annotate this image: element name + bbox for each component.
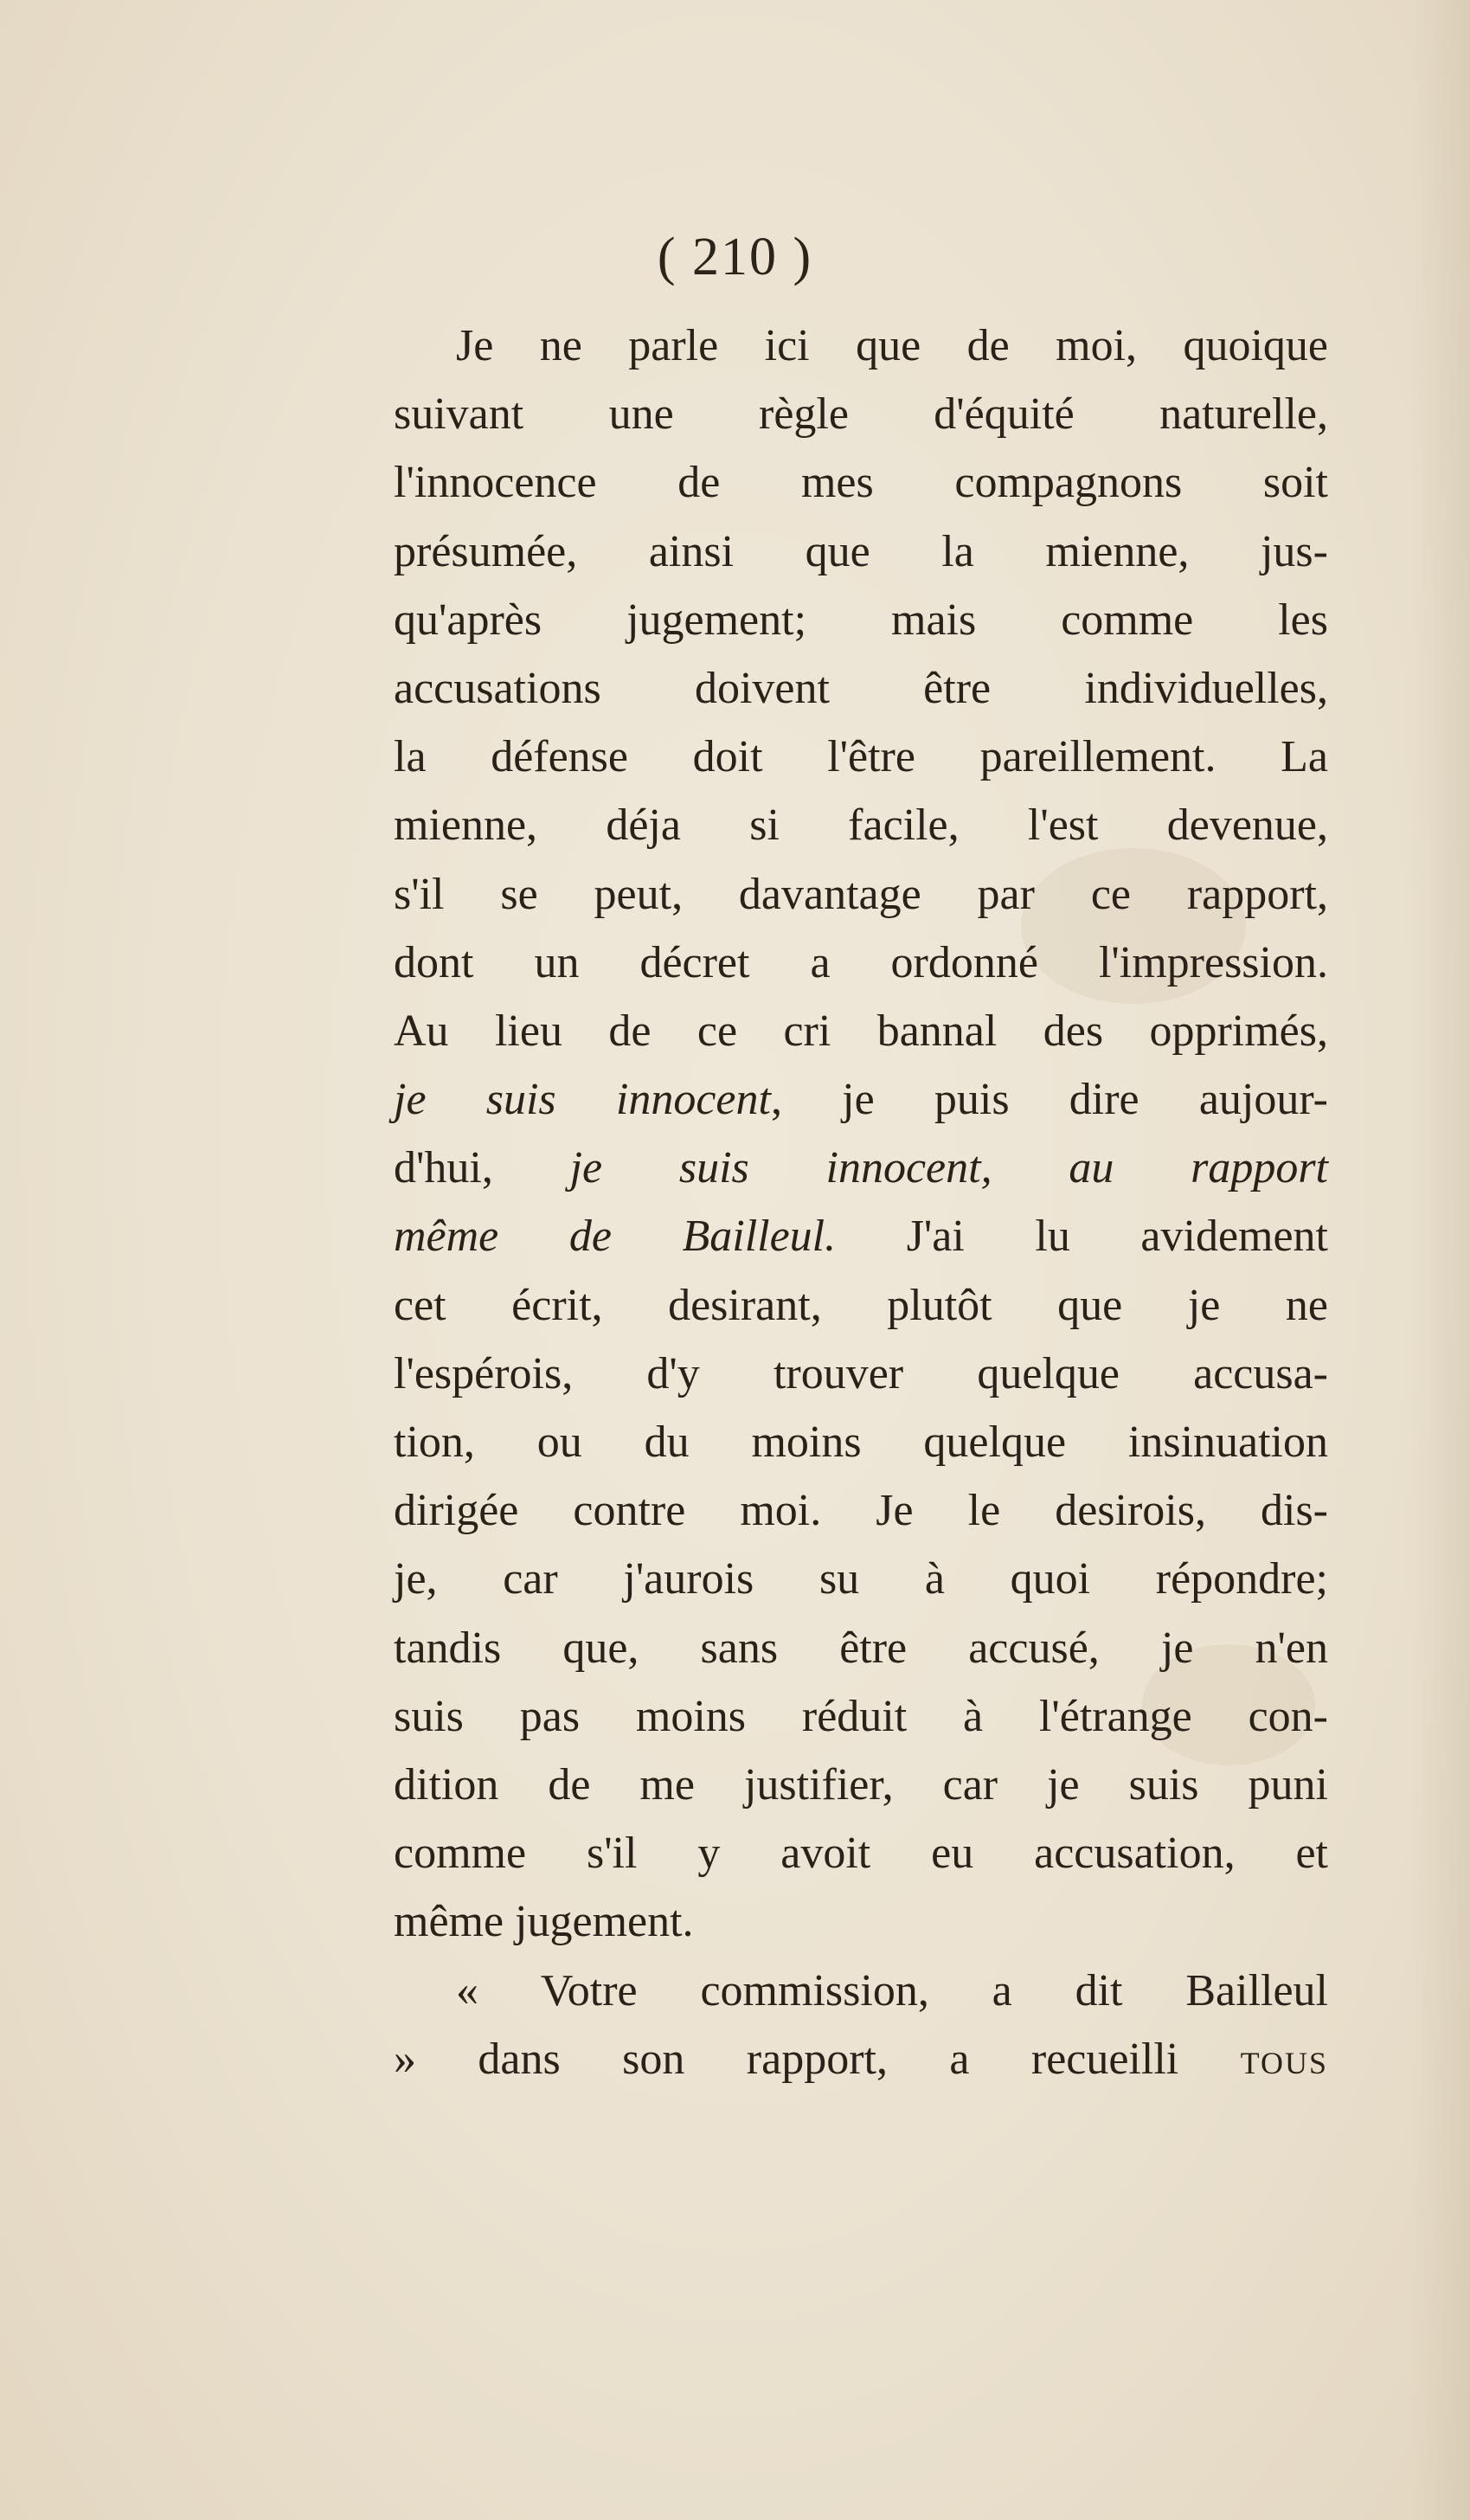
body-text <box>394 312 1328 2093</box>
italic-phrase: je suis innocent <box>394 1075 771 1125</box>
text-line: tion, ou du moins quelque insinuation <box>394 1418 1328 1467</box>
text-line: suivant une règle d'équité naturelle, <box>394 389 1328 440</box>
italic-phrase: même de Bailleul. <box>394 1212 837 1262</box>
text-line <box>394 1134 1328 1202</box>
text-fragment: J'ai lu avidement <box>836 1212 1328 1262</box>
text-fragment: d'hui, <box>394 1143 570 1193</box>
text-line: dition de me justifier, car je suis puni <box>394 1759 1328 1810</box>
text-line: cet écrit, desirant, plutôt que je ne <box>394 1280 1328 1330</box>
text-line: « Votre commission, a dit Bailleul <box>456 1965 1328 2015</box>
page-edge-shadow <box>1409 0 1470 2520</box>
text-line: l'espérois, d'y trouver quelque accusa- <box>394 1348 1328 1398</box>
text-line: même jugement. <box>394 1897 694 1947</box>
text-line: mienne, déja si facile, l'est devenue, <box>394 800 1328 851</box>
text-line: dont un décret a ordonné l'impression. <box>394 937 1328 987</box>
text-line: dirigée contre moi. Je le desirois, dis- <box>394 1486 1328 1536</box>
text-line: la défense doit l'être pareillement. La <box>394 732 1328 782</box>
text-line: je, car j'aurois su à quoi répondre; <box>394 1554 1328 1604</box>
text-line <box>394 1202 1328 1270</box>
italic-phrase: je suis innocent, au rapport <box>569 1143 1328 1193</box>
text-line: présumée, ainsi que la mienne, jus- <box>394 526 1328 576</box>
text-line: accusations doivent être individuelles, <box>394 663 1328 713</box>
text-line: qu'après jugement; mais comme les <box>394 595 1328 645</box>
smallcaps-word: tous <box>1240 2034 1328 2084</box>
page-number: ( 210 ) <box>657 228 813 286</box>
text-line: tandis que, sans être accusé, je n'en <box>394 1623 1328 1673</box>
text-line <box>394 2025 1328 2093</box>
text-fragment: , je puis dire aujour- <box>770 1075 1328 1125</box>
text-line: comme s'il y avoit eu accusation, et <box>394 1829 1328 1879</box>
text-fragment: » dans son rapport, a recueilli <box>394 2034 1241 2084</box>
text-line: Je ne parle ici que de moi, quoique <box>456 321 1328 370</box>
text-line: Au lieu de ce cri bannal des opprimés, <box>394 1006 1328 1056</box>
text-line: suis pas moins réduit à l'étrange con- <box>394 1691 1328 1741</box>
text-line: s'il se peut, davantage par ce rapport, <box>394 869 1328 919</box>
text-line <box>394 1065 1328 1134</box>
text-line: l'innocence de mes compagnons soit <box>394 458 1328 508</box>
